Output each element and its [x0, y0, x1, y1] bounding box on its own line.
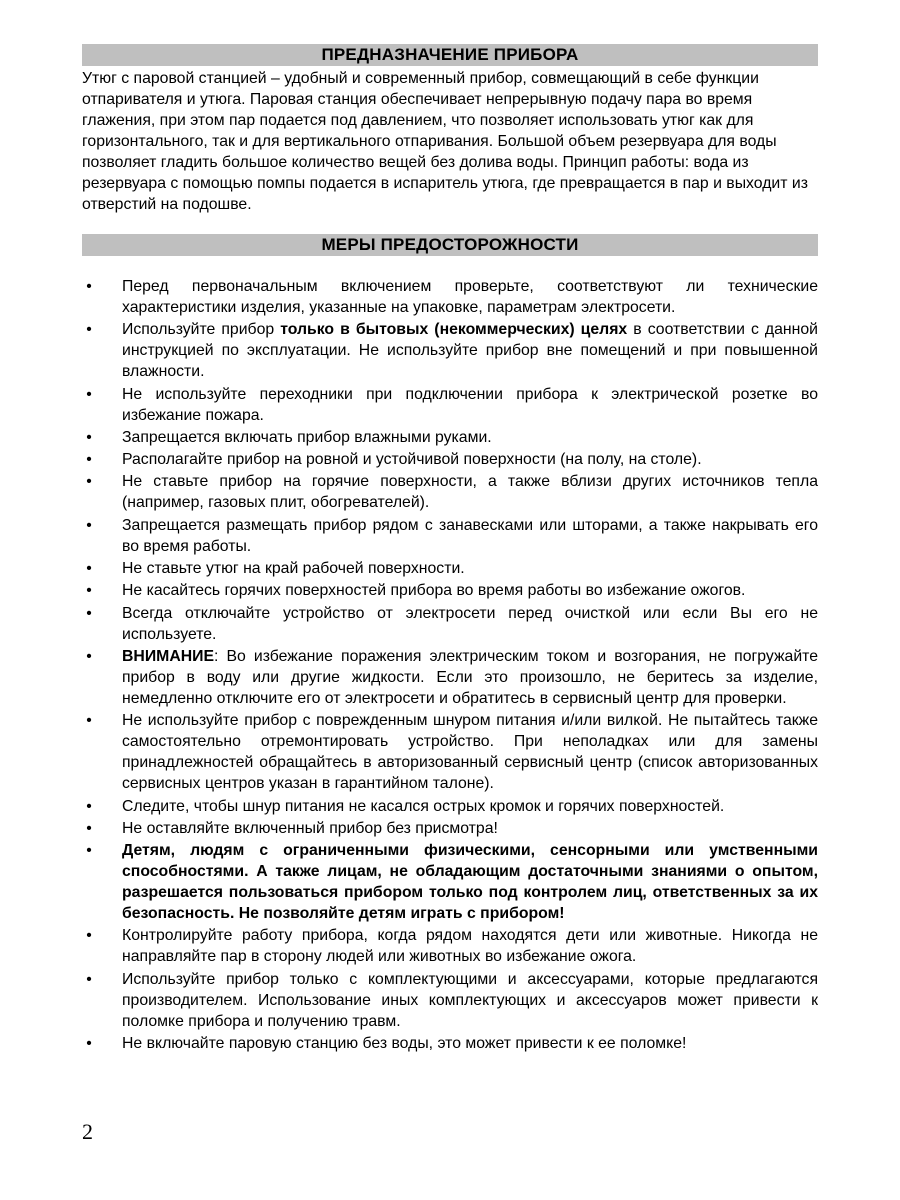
safety-heading: МЕРЫ ПРЕДОСТОРОЖНОСТИ — [82, 234, 818, 256]
safety-item-text: Используйте прибор только с комплектующими и аксессуарами, которые предлагаются производителем. Использование иных комплектующих и аксессуаров может привести к поломке прибора и получению травм. — [122, 970, 818, 1030]
safety-item — [82, 427, 818, 448]
safety-item-text: Перед первоначальным включением проверьте, соответствуют ли технические характеристики изделия, указанные на упаковке, параметрам электросети. — [122, 278, 818, 316]
safety-item — [82, 603, 818, 645]
safety-item-text: Располагайте прибор на ровной и устойчивой поверхности (на полу, на столе). — [122, 451, 702, 469]
safety-item-text: Не ставьте прибор на горячие поверхности, а также вблизи других источников тепла (например, газовых плит, обогревателей). — [122, 473, 818, 512]
bullet-icon: • — [86, 797, 92, 815]
safety-item — [82, 471, 818, 513]
safety-item-text: Всегда отключайте устройство от электросети перед очисткой или если Вы его не используете. — [122, 604, 818, 643]
safety-item-text: Следите, чтобы шнур питания не касался острых кромок и горячих поверхностей. — [122, 797, 725, 815]
bullet-icon: • — [86, 582, 92, 600]
page-content — [82, 44, 818, 1055]
safety-item — [82, 384, 818, 426]
safety-item — [82, 319, 818, 382]
bullet-icon: • — [86, 321, 92, 339]
safety-item — [82, 840, 818, 924]
safety-item — [82, 276, 818, 318]
safety-list — [82, 276, 818, 1054]
safety-item-emphasis: ВНИМАНИЕ — [122, 647, 215, 665]
safety-item-text: Не используйте переходники при подключении прибора к электрической розетке во избежание пожара. — [122, 385, 818, 424]
purpose-paragraph: Утюг с паровой станцией – удобный и современный прибор, совмещающий в себе функции отпаривателя и утюга. Паровая станция обеспечивает непрерывную подачу пара во время глажения, при этом пар подается под давлением, что позволяет использовать утюг как для горизонтального, так и для вертикального отпаривания. Большой объем резервуара для воды позволяет гладить большое количество вещей без долива воды. Принцип работы: вода из резервуара с помощью помпы подается в испаритель утюга, где превращается в пар и выходит из отверстий на подошве. — [82, 70, 808, 213]
safety-item-emphasis: только в бытовых (некоммерческих) целях — [280, 321, 628, 339]
safety-item — [82, 580, 818, 601]
bullet-icon: • — [86, 385, 92, 403]
bullet-icon: • — [86, 604, 92, 622]
safety-item-text: Не используйте прибор с поврежденным шнуром питания и/или вилкой. Не пытайтесь также самостоятельно отремонтировать устройство. При неполадках или для замены принадлежностей обращайтесь в авторизованный сервисный центр (список авторизованных сервисных центров указан в гарантийном талоне). — [122, 712, 818, 793]
safety-item-text: Запрещается размещать прибор рядом с занавесками или шторами, а также накрывать его во время работы. — [122, 516, 818, 555]
safety-item-text: Не ставьте утюг на край рабочей поверхности. — [122, 560, 465, 578]
bullet-icon: • — [86, 278, 92, 295]
safety-item — [82, 969, 818, 1032]
safety-item — [82, 925, 818, 967]
safety-item-emphasis: Детям, людям с ограниченными физическими, сенсорными или умственными способностями. А также лицам, не обладающим достаточными знаниями о опытом, разрешается пользоваться прибором только под контролем лиц, ответственных за их безопасность. Не позволяйте детям играть с прибором! — [122, 842, 818, 923]
safety-item — [82, 818, 818, 839]
safety-item-text: Не касайтесь горячих поверхностей прибора во время работы во избежание ожогов. — [122, 582, 746, 600]
safety-item-text: Запрещается включать прибор влажными руками. — [122, 428, 492, 446]
purpose-heading: ПРЕДНАЗНАЧЕНИЕ ПРИБОРА — [82, 44, 818, 66]
safety-item — [82, 710, 818, 794]
safety-item — [82, 515, 818, 557]
bullet-icon: • — [86, 647, 92, 665]
safety-item — [82, 558, 818, 579]
bullet-icon: • — [86, 451, 92, 469]
bullet-icon: • — [86, 1035, 92, 1053]
bullet-icon: • — [86, 927, 92, 945]
safety-item-text: Используйте прибор — [122, 321, 281, 339]
safety-item — [82, 646, 818, 709]
safety-item — [82, 1033, 818, 1054]
bullet-icon: • — [86, 970, 92, 988]
bullet-icon: • — [86, 712, 92, 730]
bullet-icon: • — [86, 819, 92, 837]
bullet-icon: • — [86, 560, 92, 578]
bullet-icon: • — [86, 473, 92, 491]
safety-item-text: Не включайте паровую станцию без воды, это может привести к ее поломке! — [122, 1035, 687, 1053]
safety-item — [82, 449, 818, 470]
safety-item-text: в соответствии с данной инструкцией по эксплуатации. Не используйте прибор вне помещений и при повышенной влажности. — [122, 321, 818, 381]
safety-item-text: Контролируйте работу прибора, когда рядом находятся дети или животные. Никогда не направляйте пар в сторону людей или животных во избежание ожога. — [122, 927, 818, 966]
bullet-icon: • — [86, 428, 92, 446]
safety-item-text: : Во избежание поражения электрическим током и возгорания, не погружайте прибор в воду или другие жидкости. Если это произошло, не беритесь за изделие, немедленно отключите его от электросети и обратитесь в сервисный центр для проверки. — [122, 647, 818, 707]
safety-item-text: Не оставляйте включенный прибор без присмотра! — [122, 819, 498, 837]
bullet-icon: • — [86, 516, 92, 534]
page-number: 2 — [82, 1119, 93, 1144]
bullet-icon: • — [86, 842, 92, 860]
safety-item — [82, 796, 818, 817]
